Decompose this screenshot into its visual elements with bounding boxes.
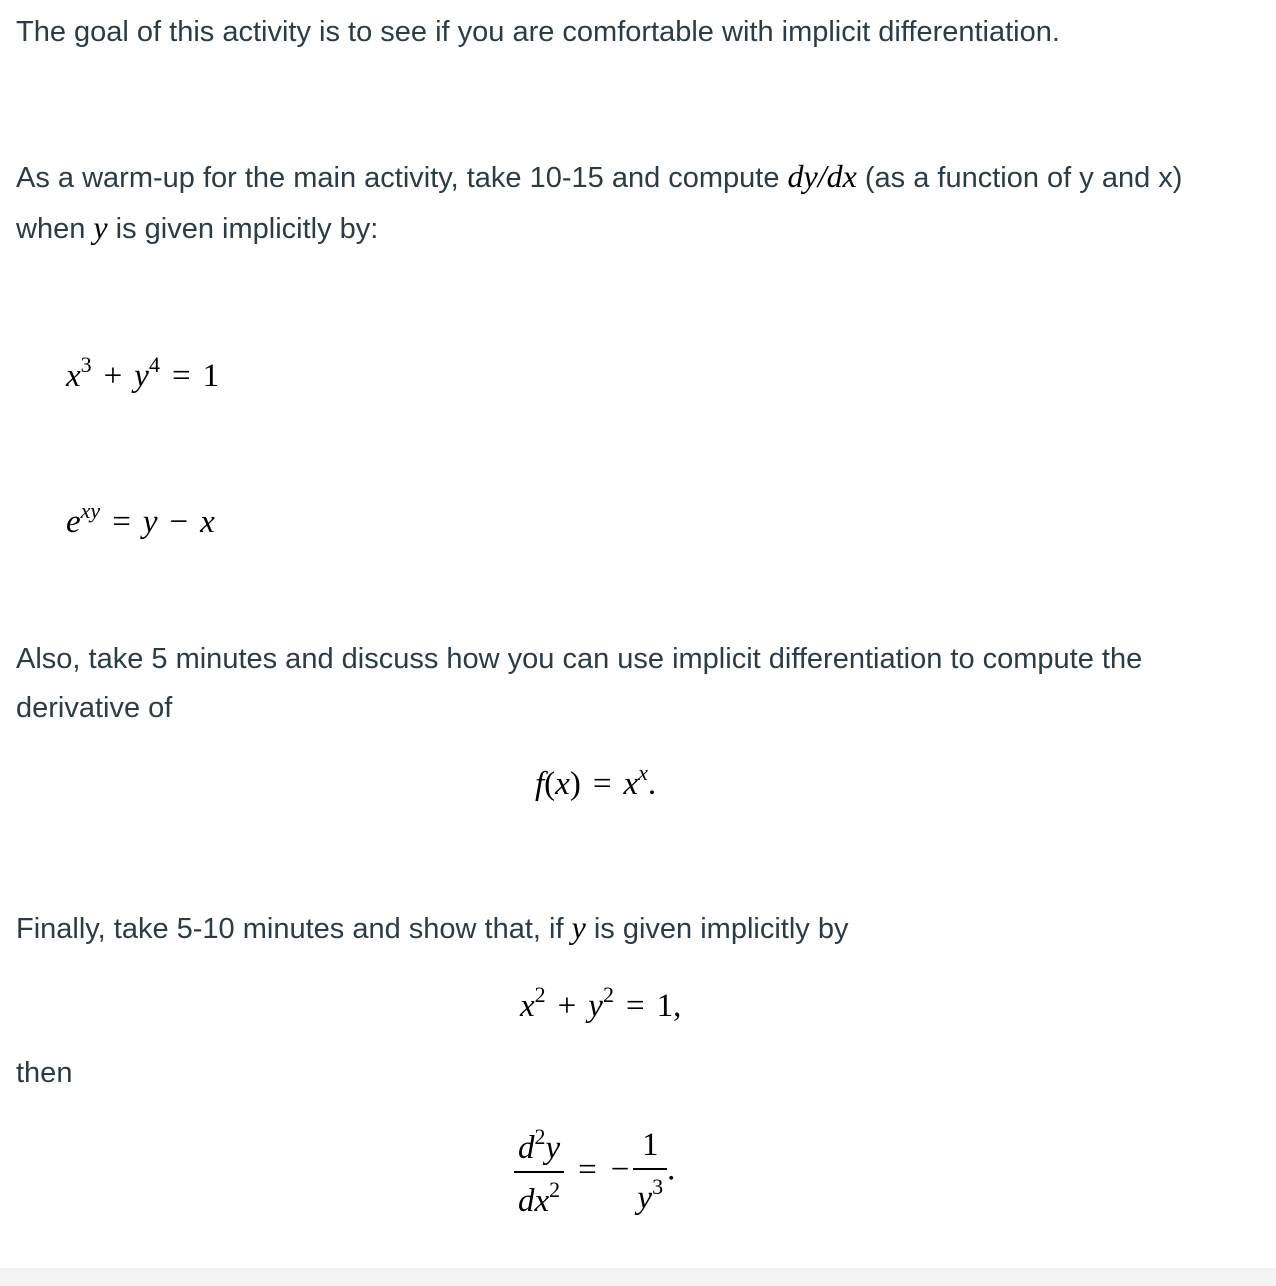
- eq2-exp: xy: [80, 498, 101, 523]
- then-text: then: [16, 1057, 73, 1089]
- second-derivative-denominator: $dx^2$: [518, 1177, 561, 1219]
- equation-x-to-x: [535, 760, 656, 803]
- warmup-text-b: (as a function of y and x) when: [16, 162, 1183, 245]
- circle-plus: +: [557, 988, 577, 1024]
- eq1-x-exp: 3: [80, 352, 92, 377]
- circle-equals: =: [625, 988, 645, 1024]
- second-derivative-equals: =: [578, 1151, 597, 1188]
- circle-y: y: [588, 988, 603, 1024]
- f-equals: =: [592, 766, 612, 802]
- finally-text-b: is given implicitly by: [585, 913, 849, 945]
- second-derivative-fraction: [514, 1124, 564, 1220]
- eq1-plus: +: [103, 358, 123, 394]
- f-symbol: f: [535, 766, 545, 802]
- rhs-numerator: 1: [633, 1127, 667, 1170]
- warmup-paragraph: [16, 152, 1256, 254]
- rhs-denominator: $y^3$: [637, 1174, 664, 1216]
- finally-text-a: Finally, take 5-10 minutes and show that, if: [16, 913, 572, 945]
- f-arg: x: [555, 766, 570, 802]
- eq1-x: x: [66, 358, 81, 394]
- circle-rhs: 1,: [656, 988, 682, 1024]
- equation-cubic-quartic: [66, 352, 219, 395]
- finally-paragraph: [16, 903, 1256, 954]
- math-y-inline-2: y: [571, 909, 586, 945]
- eq1-rhs: 1: [202, 358, 220, 394]
- f-lparen: (: [544, 766, 556, 802]
- equation-second-derivative: [514, 1124, 675, 1220]
- then-paragraph: [16, 1049, 1256, 1098]
- eq1-y-exp: 4: [148, 352, 160, 377]
- equation-circle: [520, 982, 681, 1025]
- f-dot: .: [647, 766, 657, 802]
- f-rparen: ): [569, 766, 581, 802]
- second-derivative-minus: −: [610, 1151, 630, 1188]
- intro-text: The goal of this activity is to see if you are comfortable with implicit differentiation.: [16, 16, 1060, 48]
- equation-exponential: [66, 498, 215, 541]
- eq2-x: x: [200, 504, 215, 540]
- circle-x: x: [520, 988, 535, 1024]
- intro-paragraph: [16, 8, 1256, 57]
- eq2-equals: =: [112, 504, 131, 540]
- eq1-equals: =: [171, 358, 191, 394]
- eq2-base: e: [66, 504, 81, 540]
- warmup-text-c: is given implicitly by:: [107, 213, 379, 245]
- f-base: x: [623, 766, 639, 802]
- eq2-y: y: [142, 504, 158, 540]
- eq2-minus: −: [169, 504, 189, 540]
- second-derivative-dot: .: [667, 1151, 676, 1188]
- circle-y-exp: 2: [602, 982, 614, 1007]
- warmup-text-a: As a warm-up for the main activity, take 10-15 and compute: [16, 162, 788, 194]
- second-derivative-numerator: $d^2y$: [514, 1124, 564, 1173]
- math-dydx: dy/dx: [787, 158, 857, 194]
- also-paragraph: [16, 635, 1256, 733]
- f-exp: x: [638, 760, 648, 785]
- page-bottom-strip: [0, 1268, 1276, 1286]
- rhs-fraction: [633, 1127, 667, 1217]
- circle-x-exp: 2: [534, 982, 546, 1007]
- eq1-y: y: [134, 358, 149, 394]
- also-text: Also, take 5 minutes and discuss how you can use implicit differentiation to compute the derivative of: [16, 643, 1143, 724]
- math-y-inline: y: [93, 209, 108, 245]
